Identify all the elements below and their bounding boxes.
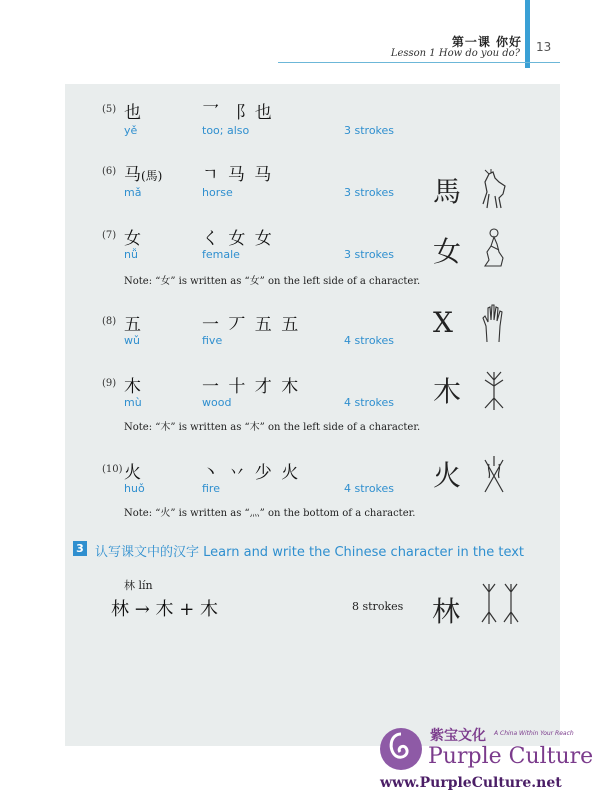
header-accent-bar <box>525 0 530 68</box>
stroke-sequence: 丶 丷 少 火 <box>202 463 301 483</box>
entry-character: 火 <box>124 463 141 483</box>
entry-note: Note: “木” is written as “木” on the left side of a character. <box>124 422 421 433</box>
entry-meaning: five <box>202 334 223 347</box>
entry-pinyin: nǚ <box>124 248 138 261</box>
entry-number: (10) <box>102 464 123 475</box>
ancient-script-glyph: X <box>433 306 453 339</box>
content-panel <box>65 84 560 746</box>
stroke-sequence: ㄱ 马 马 <box>202 165 274 185</box>
entry-note: Note: “火” is written as “灬” on the bottom of a character. <box>124 508 416 519</box>
entry-meaning: horse <box>202 186 233 199</box>
entry-meaning: fire <box>202 482 220 495</box>
brand-tagline: A China Within Your Reach <box>494 730 574 737</box>
tree-drawing-icon <box>479 368 509 412</box>
entry-character: 木 <box>124 377 141 397</box>
ancient-script-glyph: 木 <box>433 375 462 408</box>
section-title: 认写课文中的汉字 Learn and write the Chinese character in the text <box>95 545 525 560</box>
entry-number: (9) <box>102 378 117 389</box>
stroke-count: 4 strokes <box>344 334 395 347</box>
lesson-title-english: Lesson 1 How do you do? <box>390 48 520 59</box>
entry-pinyin: wǔ <box>124 334 140 347</box>
entry-pinyin: mù <box>124 396 142 409</box>
entry-pinyin: mǎ <box>124 186 142 199</box>
brand-chinese-name: 紫宝文化 <box>430 728 486 744</box>
two-trees-drawing-icon <box>478 580 522 626</box>
entry-meaning: wood <box>202 396 232 409</box>
section-number-badge: 3 <box>73 541 87 556</box>
stroke-sequence: 一 十 才 木 <box>202 377 301 397</box>
character-label-lin: 林 lín <box>124 579 153 592</box>
entry-character: 也 <box>124 103 141 123</box>
ancient-script-glyph: 林 <box>432 595 461 628</box>
stroke-count: 3 strokes <box>344 248 395 261</box>
page-number: 13 <box>536 40 552 54</box>
stroke-sequence: く 女 女 <box>202 229 274 249</box>
stroke-count: 3 strokes <box>344 186 395 199</box>
entry-number: (7) <box>102 230 117 241</box>
traditional-form: (馬) <box>141 169 163 183</box>
character-composition: 林 → 木 + 木 <box>111 599 219 620</box>
entry-number: (6) <box>102 166 117 177</box>
entry-meaning: too; also <box>202 124 250 137</box>
lesson-title-chinese: 第一课 你好 <box>451 35 522 49</box>
purple-culture-logo-icon <box>378 726 424 772</box>
entry-character: 马(馬) <box>124 165 163 185</box>
horse-drawing-icon <box>479 168 509 212</box>
ancient-script-glyph: 火 <box>433 459 462 492</box>
stroke-count: 8 strokes <box>352 600 404 613</box>
stroke-sequence: ⺂ ⻏ 也 <box>202 103 274 123</box>
entry-number: (5) <box>102 104 117 115</box>
entry-meaning: female <box>202 248 240 261</box>
stroke-count: 3 strokes <box>344 124 395 137</box>
entry-character: 女 <box>124 229 141 249</box>
entry-note: Note: “女” is written as “女” on the left side of a character. <box>124 276 421 287</box>
brand-url: www.PurpleCulture.net <box>380 775 562 791</box>
stroke-count: 4 strokes <box>344 396 395 409</box>
entry-pinyin: yě <box>124 124 138 137</box>
header-divider <box>278 62 560 63</box>
kneeling-woman-drawing-icon <box>479 226 509 270</box>
hand-drawing-icon <box>479 302 509 346</box>
fire-drawing-icon <box>479 452 509 496</box>
entry-number: (8) <box>102 316 117 327</box>
ancient-script-glyph: 馬 <box>433 175 462 208</box>
ancient-script-glyph: 女 <box>433 235 462 268</box>
entry-character: 五 <box>124 315 141 335</box>
stroke-count: 4 strokes <box>344 482 395 495</box>
entry-pinyin: huǒ <box>124 482 145 495</box>
brand-name: Purple Culture <box>428 744 594 769</box>
stroke-sequence: 一 丆 五 五 <box>202 315 301 335</box>
